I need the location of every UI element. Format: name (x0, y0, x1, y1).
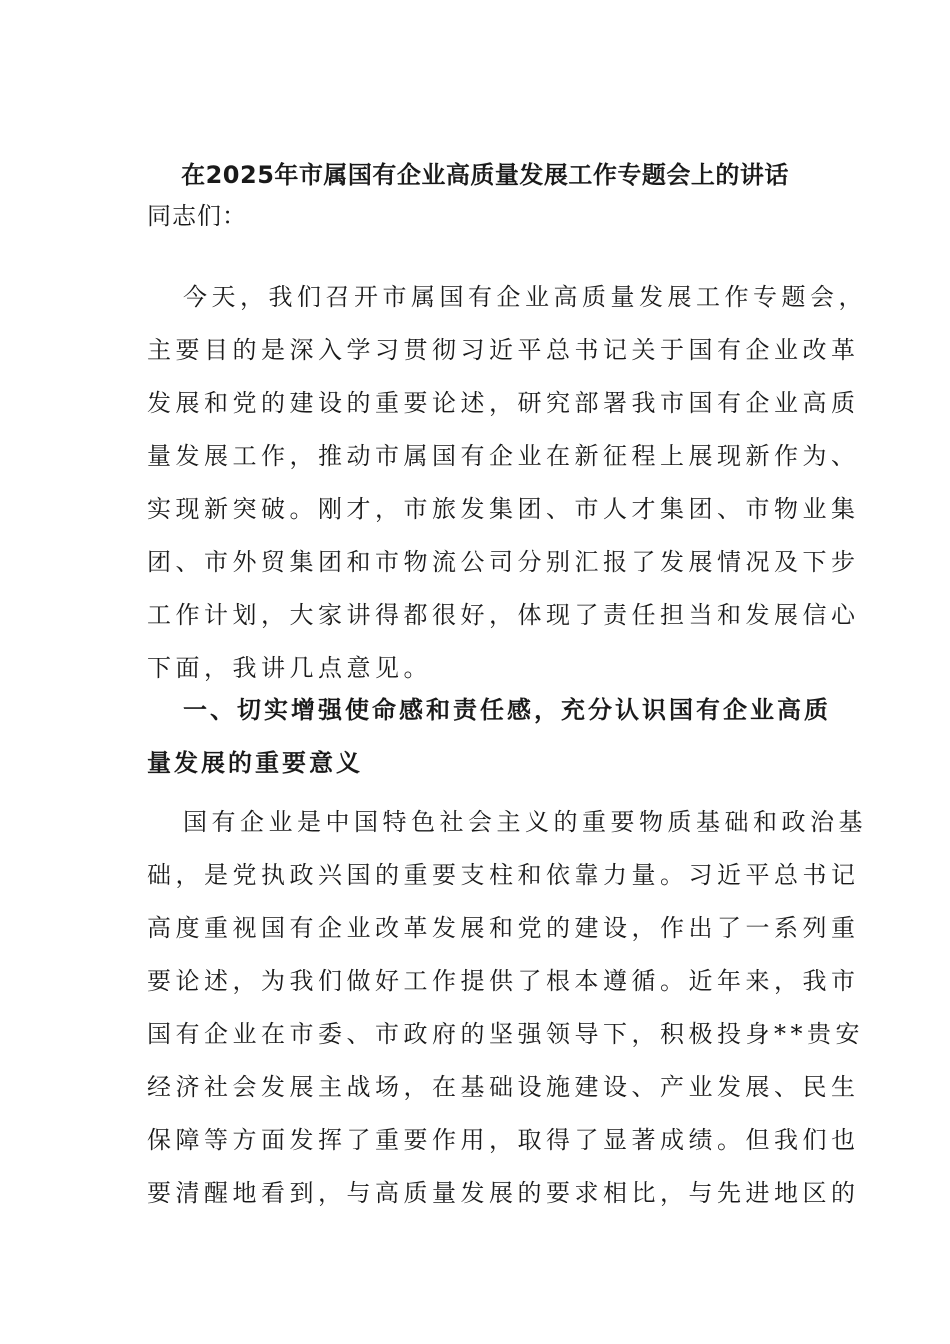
salutation: 同志们： (147, 202, 247, 230)
heading-line: 一、切实增强使命感和责任感，充分认识国有企业高质 (183, 696, 831, 724)
paragraph-intro (147, 271, 867, 695)
document-title: 在2025年市属国有企业高质量发展工作专题会上的讲话 (181, 161, 789, 189)
text-line: 经济社会发展主战场，在基础设施建设、产业发展、民生 (147, 1073, 860, 1101)
text-line: 础，是党执政兴国的重要支柱和依靠力量。习近平总书记 (147, 861, 860, 889)
text-line: 下面，我讲几点意见。 (147, 654, 432, 682)
section-heading-1 (147, 684, 831, 790)
text-line: 国有企业是中国特色社会主义的重要物质基础和政治基 (183, 808, 867, 836)
text-line: 要清醒地看到，与高质量发展的要求相比，与先进地区的 (147, 1179, 860, 1207)
text-line: 实现新突破。刚才，市旅发集团、市人才集团、市物业集 (147, 495, 860, 523)
paragraph-section-1 (147, 796, 867, 1220)
text-line: 工作计划，大家讲得都很好，体现了责任担当和发展信心 (147, 601, 860, 629)
text-line: 发展和党的建设的重要论述，研究部署我市国有企业高质 (147, 389, 860, 417)
text-line: 高度重视国有企业改革发展和党的建设，作出了一系列重 (147, 914, 860, 942)
text-line: 国有企业在市委、市政府的坚强领导下，积极投身**贵安 (147, 1020, 864, 1048)
text-line: 主要目的是深入学习贯彻习近平总书记关于国有企业改革 (147, 336, 860, 364)
text-line: 保障等方面发挥了重要作用，取得了显著成绩。但我们也 (147, 1126, 860, 1154)
text-line: 今天，我们召开市属国有企业高质量发展工作专题会， (183, 283, 867, 311)
heading-line: 量发展的重要意义 (147, 749, 363, 777)
text-line: 要论述，为我们做好工作提供了根本遵循。近年来，我市 (147, 967, 860, 995)
text-line: 量发展工作，推动市属国有企业在新征程上展现新作为、 (147, 442, 860, 470)
text-line: 团、市外贸集团和市物流公司分别汇报了发展情况及下步 (147, 548, 860, 576)
